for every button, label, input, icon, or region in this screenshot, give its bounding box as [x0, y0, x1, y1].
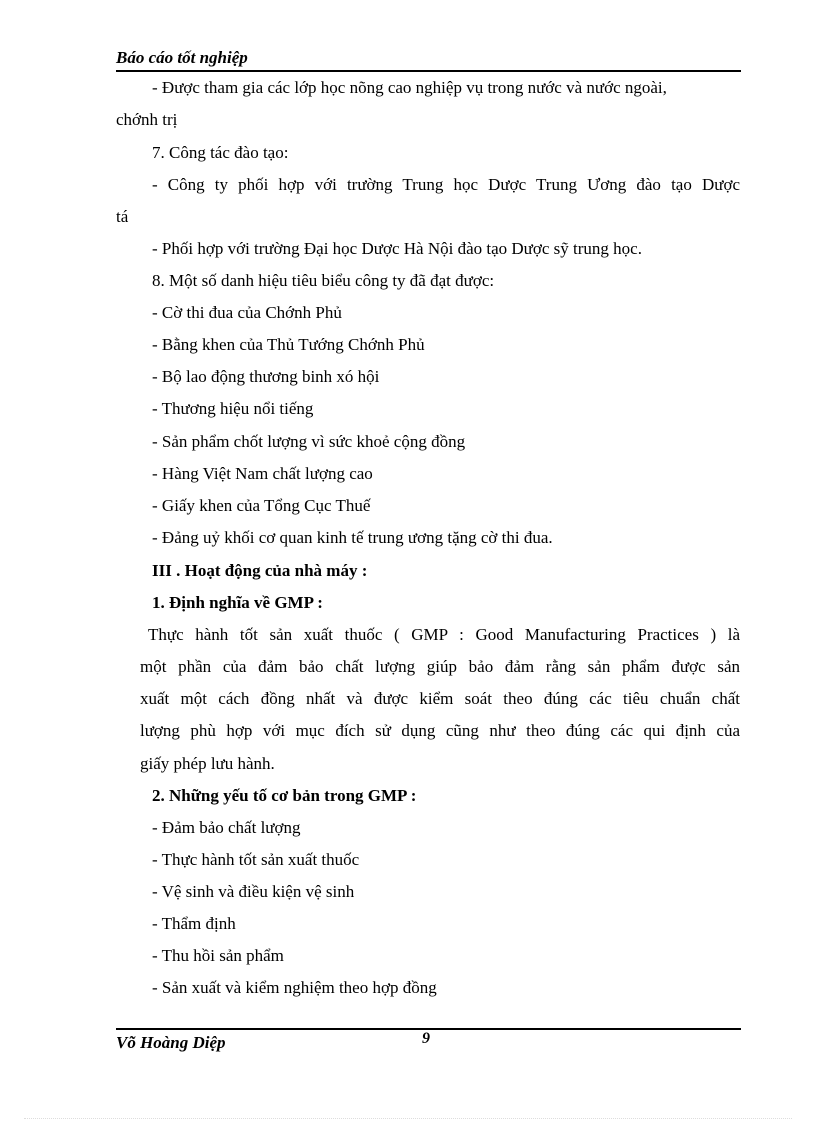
list-item: - Giấy khen của Tổng Cục Thuế	[152, 496, 371, 515]
body-line: - Công ty phối hợp với trường Trung học Dược Trung Ương đào tạo Dược	[152, 175, 740, 194]
page-number: 9	[422, 1030, 430, 1047]
paragraph-line: giấy phép lưu hành.	[140, 754, 275, 773]
body-line: chớnh trị	[116, 110, 178, 129]
section-heading-III: III . Hoạt động của nhà máy :	[152, 561, 368, 580]
footer-author: Võ Hoàng Diệp	[116, 1033, 226, 1052]
list-item: - Thực hành tốt sản xuất thuốc	[152, 850, 360, 869]
subsection-heading-2: 2. Những yếu tố cơ bản trong GMP :	[152, 786, 417, 805]
list-item: - Hàng Việt Nam chất lượng cao	[152, 464, 373, 483]
list-item: - Thu hồi sản phẩm	[152, 946, 284, 965]
paragraph-line: Thực hành tốt sản xuất thuốc ( GMP : Good Manufacturing Practices ) là	[148, 625, 740, 644]
list-item: - Thẩm định	[152, 914, 236, 933]
list-item: - Thương hiệu nổi tiếng	[152, 399, 314, 418]
list-item: - Sản xuất và kiểm nghiệm theo hợp đồng	[152, 978, 437, 997]
header-rule	[116, 70, 741, 72]
list-item: - Bằng khen của Thủ Tướng Chớnh Phủ	[152, 335, 425, 354]
list-item: - Cờ thi đua của Chớnh Phủ	[152, 303, 342, 322]
section-heading-7: 7. Công tác đào tạo:	[152, 143, 289, 162]
list-item: - Đảng uỷ khối cơ quan kinh tế trung ương tặng cờ thi đua.	[152, 528, 553, 547]
subsection-heading-1: 1. Định nghĩa về GMP :	[152, 593, 323, 612]
body-line: - Phối hợp với trường Đại học Dược Hà Nội đào tạo Dược sỹ trung học.	[152, 239, 642, 258]
running-header: Báo cáo tốt nghiệp	[116, 48, 248, 67]
list-item: - Bộ lao động thương binh xó hội	[152, 367, 380, 386]
section-heading-8: 8. Một số danh hiệu tiêu biểu công ty đã đạt được:	[152, 271, 495, 290]
list-item: - Đảm bảo chất lượng	[152, 818, 301, 837]
body-line: - Được tham gia các lớp học nõng cao nghiệp vụ trong nước và nước ngoài,	[152, 78, 667, 97]
paragraph-line: một phần của đảm bảo chất lượng giúp bảo đảm rằng sản phẩm được sản	[140, 657, 740, 676]
paragraph-line: xuất một cách đồng nhất và được kiểm soát theo đúng các tiêu chuẩn chất	[140, 689, 740, 708]
list-item: - Sản phẩm chốt lượng vì sức khoẻ cộng đồng	[152, 432, 466, 451]
paragraph-line: lượng phù hợp với mục đích sử dụng cũng như theo đúng các qui định của	[140, 721, 740, 740]
list-item: - Vệ sinh và điều kiện vệ sinh	[152, 882, 355, 901]
page-edge-divider	[24, 1118, 792, 1119]
body-line: tá	[116, 207, 129, 226]
